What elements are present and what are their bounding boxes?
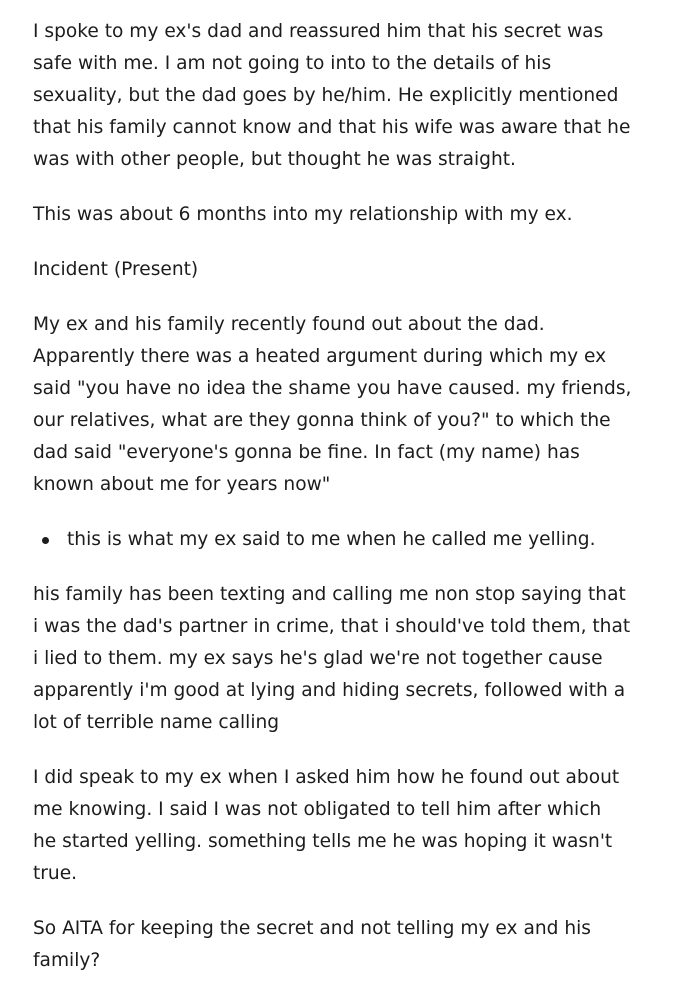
- text-line: I spoke to my ex's dad and reassured him that his secret was: [33, 21, 604, 42]
- text-line: me knowing. I said I was not obligated to tell him after which: [33, 799, 602, 820]
- text-line: lot of terrible name calling: [33, 712, 280, 733]
- text-line: he started yelling. something tells me he was hoping it wasn't: [33, 831, 613, 852]
- text-line: family?: [33, 950, 101, 971]
- text-line: apparently i'm good at lying and hiding secrets, followed with a: [33, 680, 626, 701]
- paragraph: [33, 16, 700, 176]
- paragraph: [33, 762, 700, 890]
- paragraph: [33, 579, 700, 739]
- text-line: known about me for years now": [33, 474, 331, 495]
- text-line: This was about 6 months into my relationship with my ex.: [33, 204, 573, 225]
- text-line: Incident (Present): [33, 259, 199, 280]
- text-line: dad said "everyone's gonna be fine. In fact (my name) has: [33, 442, 580, 463]
- text-line: i was the dad's partner in crime, that i should've told them, that: [33, 616, 631, 637]
- text-line: that his family cannot know and that his wife was aware that he: [33, 117, 631, 138]
- paragraph: [33, 254, 700, 286]
- bullet-dot-icon: [42, 537, 49, 544]
- text-line: his family has been texting and calling me non stop saying that: [33, 584, 626, 605]
- paragraph: [33, 913, 700, 977]
- paragraph: [33, 199, 700, 231]
- bullet-text: this is what my ex said to me when he called me yelling.: [67, 529, 596, 550]
- text-line: So AITA for keeping the secret and not telling my ex and his: [33, 918, 591, 939]
- text-line: was with other people, but thought he was straight.: [33, 149, 516, 170]
- text-line: our relatives, what are they gonna think of you?" to which the: [33, 410, 611, 431]
- text-line: Apparently there was a heated argument during which my ex: [33, 346, 607, 367]
- text-line: said "you have no idea the shame you have caused. my friends,: [33, 378, 632, 399]
- paragraph: [33, 309, 700, 501]
- text-line: true.: [33, 863, 78, 884]
- text-line: I did speak to my ex when I asked him how he found out about: [33, 767, 620, 788]
- bullet-item: [33, 524, 700, 556]
- text-line: i lied to them. my ex says he's glad we're not together cause: [33, 648, 603, 669]
- text-line: safe with me. I am not going to into to the details of his: [33, 53, 552, 74]
- text-line: My ex and his family recently found out about the dad.: [33, 314, 545, 335]
- text-line: sexuality, but the dad goes by he/him. He explicitly mentioned: [33, 85, 619, 106]
- bullet-list: [33, 524, 700, 556]
